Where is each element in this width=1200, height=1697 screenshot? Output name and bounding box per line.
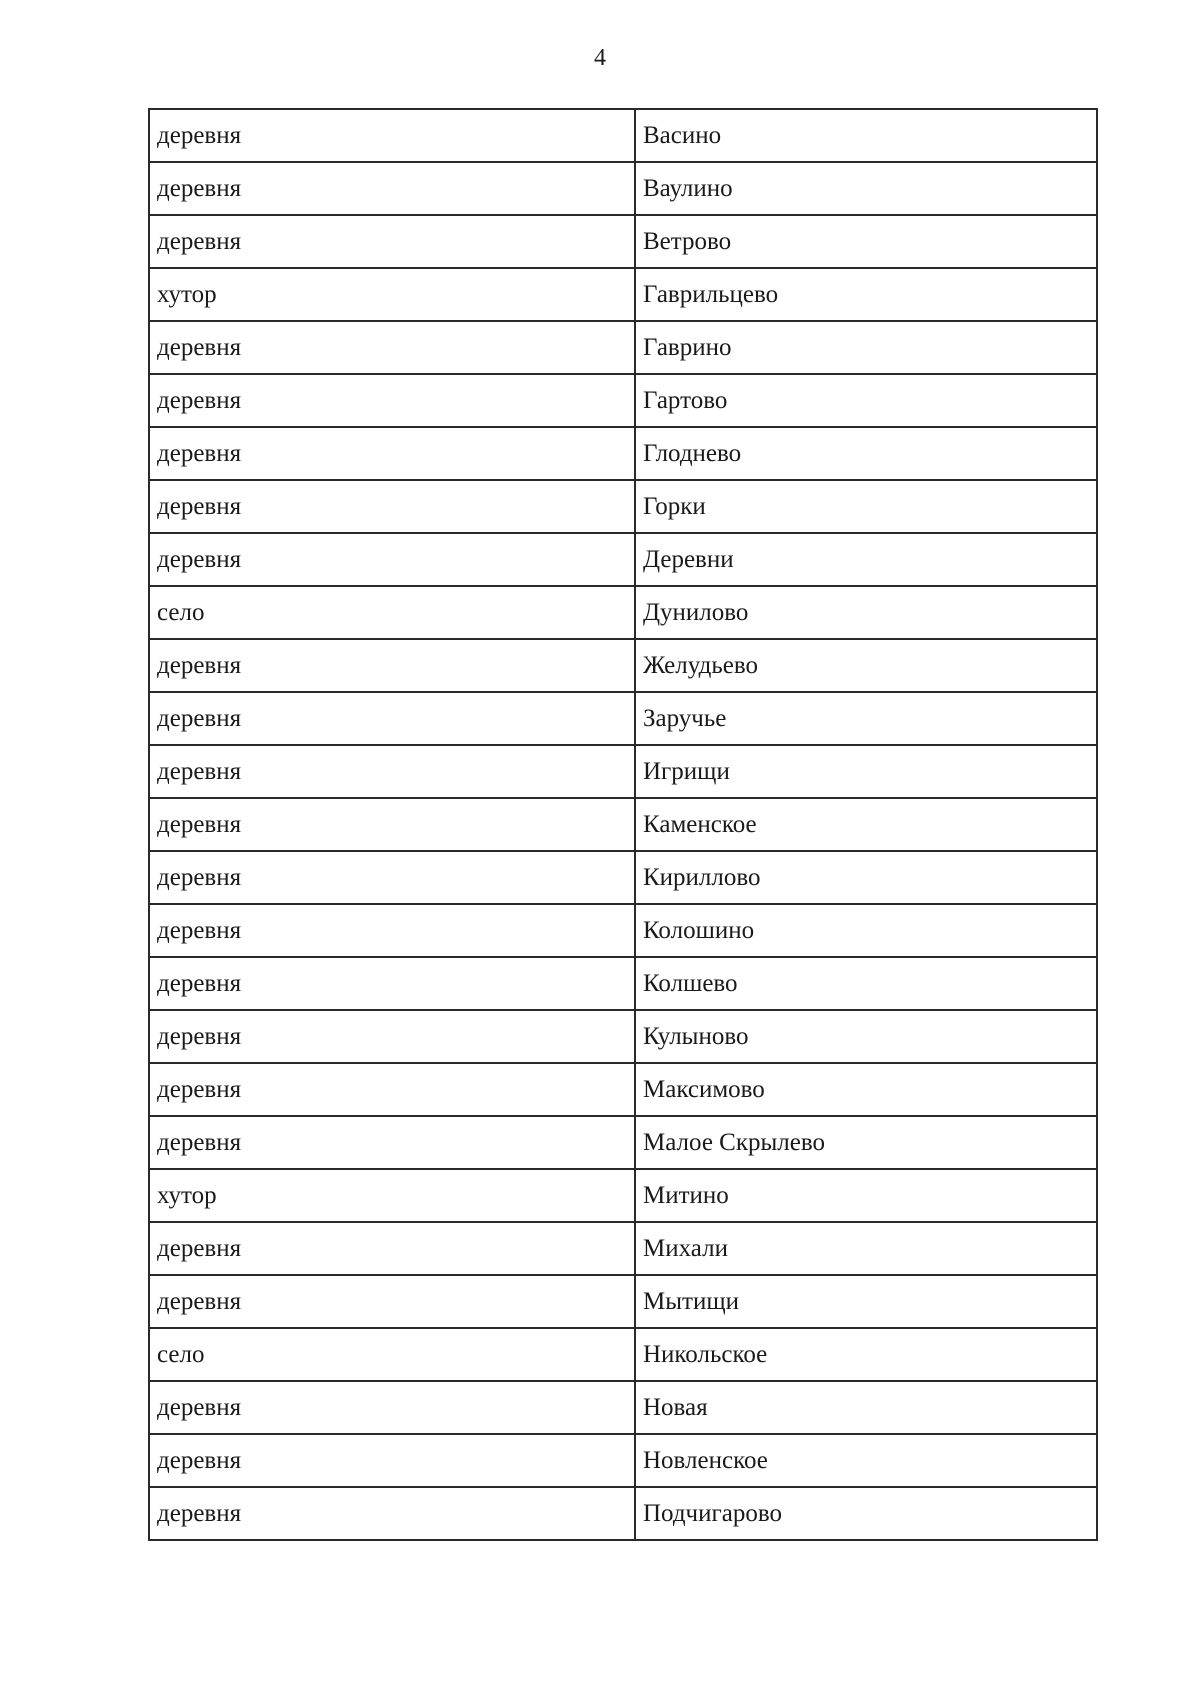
table-row [149, 215, 1097, 268]
settlement-type-cell: деревня [149, 1487, 635, 1540]
settlement-name-cell: Кириллово [635, 851, 1097, 904]
table-row [149, 851, 1097, 904]
settlement-name-cell: Заручье [635, 692, 1097, 745]
settlement-name-cell: Мытищи [635, 1275, 1097, 1328]
table-row [149, 374, 1097, 427]
settlement-name-cell: Гаврино [635, 321, 1097, 374]
settlement-name-cell: Новленское [635, 1434, 1097, 1487]
settlement-name-cell: Васино [635, 109, 1097, 162]
settlement-type-cell: деревня [149, 533, 635, 586]
settlements-table [148, 108, 1098, 1541]
settlement-type-cell: деревня [149, 1381, 635, 1434]
settlement-name-cell: Гаврильцево [635, 268, 1097, 321]
settlement-type-cell: хутор [149, 268, 635, 321]
table-row [149, 480, 1097, 533]
settlement-type-cell: деревня [149, 957, 635, 1010]
settlement-name-cell: Колошино [635, 904, 1097, 957]
table-row [149, 1222, 1097, 1275]
settlement-type-cell: деревня [149, 1434, 635, 1487]
table-row [149, 586, 1097, 639]
table-row [149, 798, 1097, 851]
table-row [149, 1434, 1097, 1487]
settlement-name-cell: Каменское [635, 798, 1097, 851]
settlement-name-cell: Митино [635, 1169, 1097, 1222]
settlement-name-cell: Колшево [635, 957, 1097, 1010]
settlement-type-cell: деревня [149, 639, 635, 692]
settlement-type-cell: деревня [149, 1010, 635, 1063]
settlement-type-cell: деревня [149, 1116, 635, 1169]
settlement-name-cell: Максимово [635, 1063, 1097, 1116]
settlement-name-cell: Подчигарово [635, 1487, 1097, 1540]
table-row [149, 1116, 1097, 1169]
table-row [149, 427, 1097, 480]
settlement-type-cell: деревня [149, 480, 635, 533]
settlement-type-cell: село [149, 1328, 635, 1381]
settlement-type-cell: деревня [149, 851, 635, 904]
settlement-type-cell: деревня [149, 1063, 635, 1116]
table-row [149, 533, 1097, 586]
table-row [149, 1275, 1097, 1328]
settlements-table-body [149, 109, 1097, 1540]
settlement-name-cell: Глоднево [635, 427, 1097, 480]
page-number: 4 [594, 45, 606, 71]
settlement-name-cell: Михали [635, 1222, 1097, 1275]
table-row [149, 1063, 1097, 1116]
settlement-type-cell: деревня [149, 215, 635, 268]
table-row [149, 745, 1097, 798]
settlement-type-cell: деревня [149, 321, 635, 374]
settlement-name-cell: Горки [635, 480, 1097, 533]
settlement-type-cell: деревня [149, 745, 635, 798]
settlement-name-cell: Дунилово [635, 586, 1097, 639]
table-row [149, 639, 1097, 692]
settlement-type-cell: деревня [149, 162, 635, 215]
table-row [149, 957, 1097, 1010]
settlement-type-cell: деревня [149, 374, 635, 427]
settlement-type-cell: деревня [149, 1222, 635, 1275]
table-row [149, 1169, 1097, 1222]
settlement-name-cell: Ваулино [635, 162, 1097, 215]
table-row [149, 1487, 1097, 1540]
settlement-name-cell: Новая [635, 1381, 1097, 1434]
settlement-type-cell: село [149, 586, 635, 639]
table-row [149, 162, 1097, 215]
settlement-name-cell: Малое Скрылево [635, 1116, 1097, 1169]
table-row [149, 321, 1097, 374]
table-row [149, 1381, 1097, 1434]
settlement-name-cell: Гартово [635, 374, 1097, 427]
table-row [149, 268, 1097, 321]
settlement-type-cell: деревня [149, 1275, 635, 1328]
settlement-name-cell: Никольское [635, 1328, 1097, 1381]
settlement-type-cell: деревня [149, 109, 635, 162]
settlement-name-cell: Ветрово [635, 215, 1097, 268]
settlement-type-cell: хутор [149, 1169, 635, 1222]
table-row [149, 109, 1097, 162]
table-row [149, 1010, 1097, 1063]
settlement-name-cell: Деревни [635, 533, 1097, 586]
settlement-type-cell: деревня [149, 692, 635, 745]
table-row [149, 904, 1097, 957]
settlement-name-cell: Игрищи [635, 745, 1097, 798]
settlement-name-cell: Кулыново [635, 1010, 1097, 1063]
settlement-type-cell: деревня [149, 798, 635, 851]
settlement-type-cell: деревня [149, 427, 635, 480]
table-row [149, 692, 1097, 745]
settlement-name-cell: Желудьево [635, 639, 1097, 692]
settlement-type-cell: деревня [149, 904, 635, 957]
table-row [149, 1328, 1097, 1381]
